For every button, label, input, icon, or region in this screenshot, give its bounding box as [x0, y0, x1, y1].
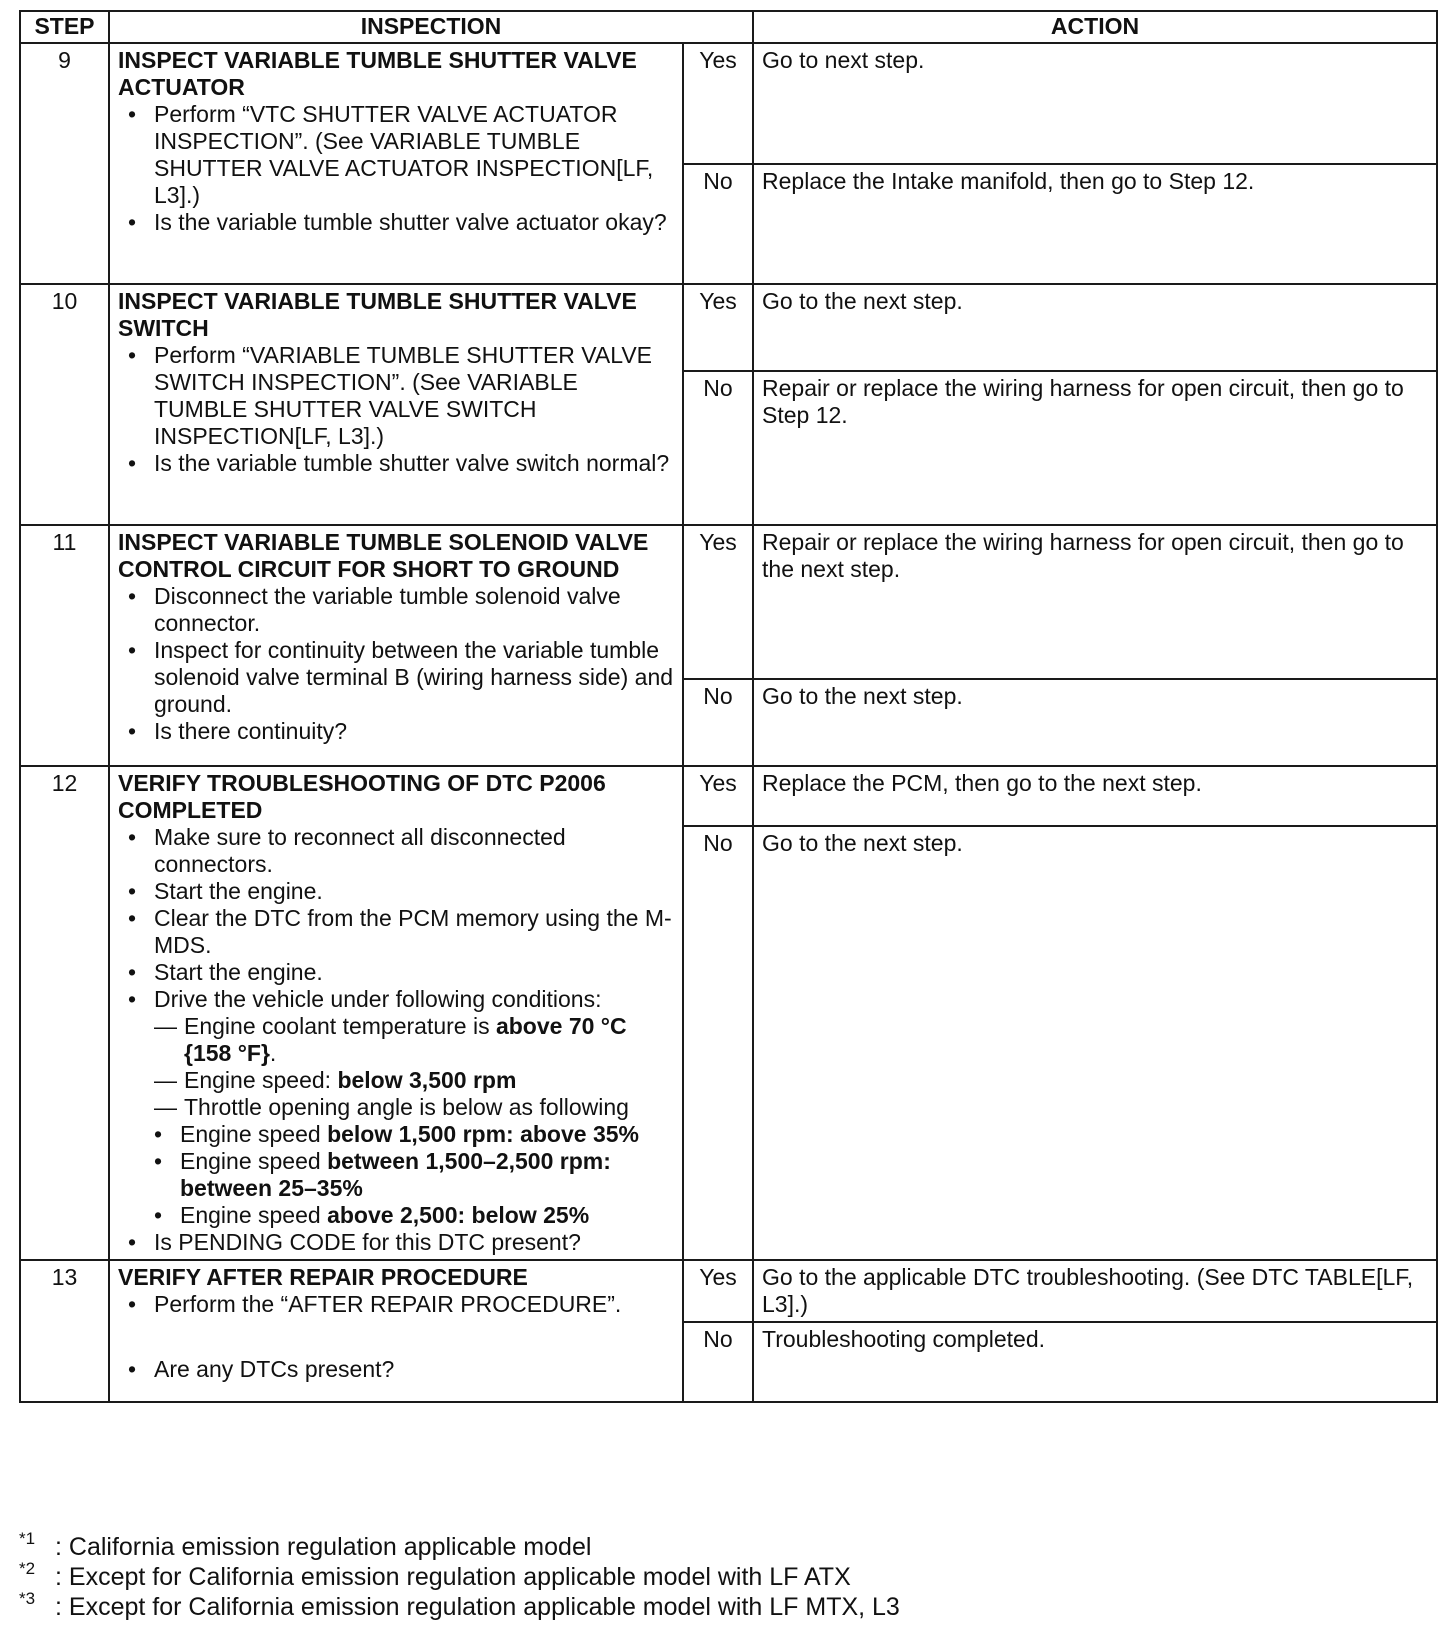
sub-value: below 1,500 rpm: above 35% — [327, 1121, 639, 1147]
footnote-mark: *1 — [19, 1529, 36, 1548]
yes-label: Yes — [683, 525, 753, 679]
inspection-cell — [109, 284, 683, 525]
no-label: No — [683, 1322, 753, 1402]
condition-item — [154, 1094, 674, 1121]
conditions-list — [154, 1013, 674, 1121]
conditions-intro: Drive the vehicle under following conditions: — [154, 986, 602, 1012]
table-row — [20, 1260, 1437, 1322]
inspection-cell — [109, 766, 683, 1260]
list-item: • Perform “VARIABLE TUMBLE SHUTTER VALVE SWITCH INSPECTION”. (See VARIABLE TUMBLE SHUTTER VALVE SWITCH INSPECTION[LF, L3].) — [118, 342, 674, 450]
condition-item — [154, 1067, 674, 1094]
list-item: • Is there continuity? — [118, 718, 674, 745]
inspection-list — [118, 824, 674, 1256]
throttle-sublist — [118, 1121, 674, 1229]
list-item: • Start the engine. — [118, 878, 674, 905]
yes-action: Go to the applicable DTC troubleshooting. (See DTC TABLE[LF, L3].) — [753, 1260, 1437, 1322]
list-item: • Is the variable tumble shutter valve switch normal? — [118, 450, 674, 477]
list-item: • Disconnect the variable tumble solenoid valve connector. — [118, 583, 674, 637]
yes-action: Replace the PCM, then go to the next step. — [753, 766, 1437, 826]
yes-action: Go to next step. — [753, 43, 1437, 164]
header-inspection: INSPECTION — [109, 11, 753, 43]
sub-text: Engine speed — [180, 1148, 328, 1174]
yes-label: Yes — [683, 766, 753, 826]
inspection-title: INSPECT VARIABLE TUMBLE SHUTTER VALVE ACTUATOR — [118, 47, 637, 100]
condition-value: below 3,500 rpm — [337, 1067, 517, 1093]
inspection-list — [118, 1291, 674, 1383]
step-number: 11 — [20, 525, 109, 766]
step-number: 10 — [20, 284, 109, 525]
list-item: • Are any DTCs present? — [118, 1356, 674, 1383]
no-action: Go to the next step. — [753, 679, 1437, 766]
header-step: STEP — [20, 11, 109, 43]
list-item: • Is PENDING CODE for this DTC present? — [118, 1229, 674, 1256]
yes-label: Yes — [683, 43, 753, 164]
list-item: • Make sure to reconnect all disconnected connectors. — [118, 824, 674, 878]
yes-label: Yes — [683, 1260, 753, 1322]
inspection-list — [118, 101, 674, 236]
no-label: No — [683, 371, 753, 525]
table-row — [20, 525, 1437, 679]
troubleshooting-table — [19, 10, 1438, 1403]
sub-text: Engine speed — [180, 1121, 328, 1147]
sub-value: between 1,500–2,500 rpm: between 25–35% — [180, 1148, 611, 1201]
inspection-title: VERIFY AFTER REPAIR PROCEDURE — [118, 1264, 528, 1290]
condition-text: Throttle opening angle is below as following — [184, 1094, 629, 1120]
condition-text: Engine coolant temperature is — [184, 1013, 496, 1039]
list-item: • Is the variable tumble shutter valve actuator okay? — [118, 209, 674, 236]
inspection-cell — [109, 43, 683, 284]
footnote-mark: *3 — [19, 1589, 36, 1608]
sub-value: above 2,500: below 25% — [327, 1202, 590, 1228]
list-item: • Inspect for continuity between the variable tumble solenoid valve terminal B (wiring harness side) and ground. — [118, 637, 674, 718]
footnote-mark: *2 — [19, 1559, 36, 1578]
no-action: Go to the next step. — [753, 826, 1437, 1260]
inspection-title: VERIFY TROUBLESHOOTING OF DTC P2006 COMPLETED — [118, 770, 606, 823]
list-item: • Start the engine. — [118, 959, 674, 986]
inspection-cell — [109, 1260, 683, 1402]
table-row — [20, 766, 1437, 826]
no-label: No — [683, 164, 753, 285]
sub-item — [118, 1202, 674, 1229]
list-item: • Perform “VTC SHUTTER VALVE ACTUATOR INSPECTION”. (See VARIABLE TUMBLE SHUTTER VALVE ACTUATOR INSPECTION[LF, L3].) — [118, 101, 674, 209]
step-number: 12 — [20, 766, 109, 1260]
condition-text: . — [269, 1040, 277, 1066]
footnote-text: : Except for California emission regulation applicable model with LF MTX, L3 — [55, 1593, 900, 1621]
footnote-text: : California emission regulation applicable model — [55, 1533, 592, 1561]
inspection-title: INSPECT VARIABLE TUMBLE SHUTTER VALVE SWITCH — [118, 288, 637, 341]
list-item: • Perform the “AFTER REPAIR PROCEDURE”. — [118, 1291, 674, 1318]
no-action: Replace the Intake manifold, then go to Step 12. — [753, 164, 1437, 285]
table-row — [20, 43, 1437, 164]
sub-text: Engine speed — [180, 1202, 328, 1228]
yes-label: Yes — [683, 284, 753, 371]
step-number: 13 — [20, 1260, 109, 1402]
yes-action: Go to the next step. — [753, 284, 1437, 371]
inspection-list — [118, 342, 674, 477]
sub-item — [118, 1148, 674, 1202]
condition-value: above 70 °C {158 °F} — [184, 1013, 627, 1066]
table-header-row — [20, 11, 1437, 43]
table-row — [20, 284, 1437, 371]
inspection-title: INSPECT VARIABLE TUMBLE SOLENOID VALVE CONTROL CIRCUIT FOR SHORT TO GROUND — [118, 529, 649, 582]
inspection-cell — [109, 525, 683, 766]
list-item — [118, 986, 674, 1229]
no-action: Troubleshooting completed. — [753, 1322, 1437, 1402]
no-action: Repair or replace the wiring harness for open circuit, then go to Step 12. — [753, 371, 1437, 525]
footnote-text: : Except for California emission regulation applicable model with LF ATX — [55, 1563, 851, 1591]
inspection-list — [118, 583, 674, 745]
no-label: No — [683, 826, 753, 1260]
step-number: 9 — [20, 43, 109, 284]
condition-item — [154, 1013, 674, 1067]
header-action: ACTION — [753, 11, 1437, 43]
list-item: • Clear the DTC from the PCM memory using the M-MDS. — [118, 905, 674, 959]
sub-item — [118, 1121, 674, 1148]
condition-text: Engine speed: — [184, 1067, 338, 1093]
no-label: No — [683, 679, 753, 766]
yes-action: Repair or replace the wiring harness for open circuit, then go to the next step. — [753, 525, 1437, 679]
